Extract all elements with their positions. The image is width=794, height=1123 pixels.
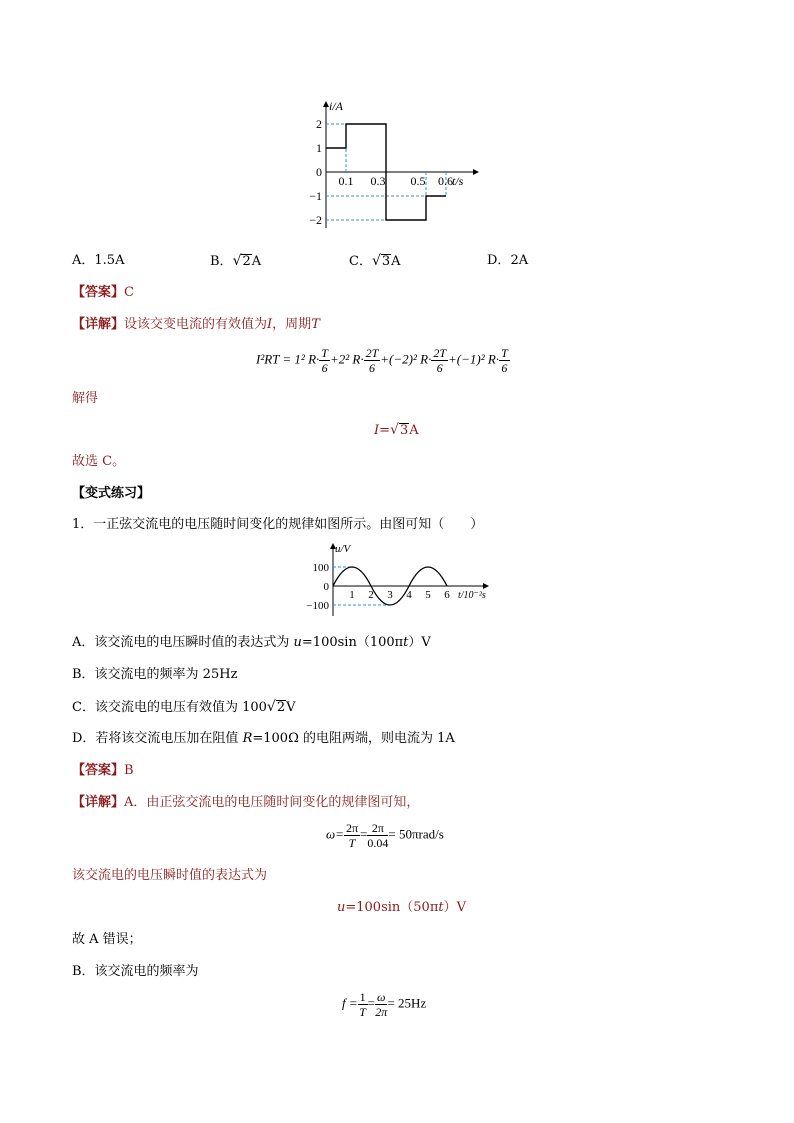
ytick: 1 bbox=[316, 141, 322, 155]
answer-tag: 【答案】 bbox=[72, 763, 125, 778]
xtick: 0.1 bbox=[338, 174, 354, 188]
option-c: C．√3A bbox=[349, 253, 401, 269]
equation-omega: ω= $\frac{2\pi}{T}$ = $\frac{2\pi}{0.04}$ = 50πrad/s bbox=[326, 821, 444, 850]
y-axis-label: u/V bbox=[335, 543, 351, 555]
voltage-waveform-graph bbox=[302, 540, 502, 618]
answer-tag: 【答案】 bbox=[72, 285, 125, 300]
xtick: 0.6 bbox=[438, 174, 453, 188]
answer-value: B bbox=[124, 763, 134, 778]
xtick: 2 bbox=[368, 589, 374, 601]
result-line: I=√3A bbox=[374, 422, 419, 438]
wrong-a-line: 故 A 错误； bbox=[72, 932, 142, 947]
ytick: 100 bbox=[312, 562, 329, 574]
variant-option-c: C．该交流电的电压有效值为 100√2V bbox=[72, 699, 296, 715]
ytick: −1 bbox=[309, 189, 322, 203]
variant-detail-line: 【详解】A．由正弦交流电的电压随时间变化的规律图可知， bbox=[72, 795, 420, 810]
answer-value: C bbox=[124, 285, 134, 300]
x-axis-label: t/s bbox=[452, 174, 464, 188]
equation-frequency: f = $\frac{1}{T}$ = $\frac{\omega}{2\pi}$ = 25Hz bbox=[342, 990, 427, 1019]
xtick: 0.3 bbox=[370, 174, 386, 188]
variant-answer-line bbox=[72, 762, 134, 780]
xtick: 6 bbox=[444, 589, 450, 601]
variant-heading: 【变式练习】 bbox=[72, 486, 151, 501]
solve-label: 解得 bbox=[72, 391, 99, 406]
ytick: 2 bbox=[316, 117, 322, 131]
variant-option-b: B．该交流电的频率为 25Hz bbox=[72, 667, 238, 682]
variant-option-a: A．该交流电的电压瞬时值的表达式为 u=100sin（100πt）V bbox=[72, 635, 431, 650]
ytick: −100 bbox=[306, 600, 329, 612]
xtick: 4 bbox=[406, 589, 412, 601]
xtick: 0.5 bbox=[410, 174, 426, 188]
equation-rms: I²RT = 1² R· $\frac{T}{6}$ +2² R· $\frac{2T}{6}$ +(−2)² R· $\frac{2T}{6}$ +(−1)² R· $\frac{T}{6}$ bbox=[256, 346, 508, 375]
option-b: B．√2A bbox=[210, 253, 262, 269]
y-axis-label: i/A bbox=[329, 99, 343, 113]
variant-option-d: D．若将该交流电压加在阻值 R=100Ω 的电阻两端，则电流为 1A bbox=[72, 731, 455, 746]
option-d: D．2A bbox=[487, 253, 529, 268]
ytick: 0 bbox=[323, 581, 329, 593]
expression-intro: 该交流电的电压瞬时值的表达式为 bbox=[72, 868, 268, 883]
xtick: 3 bbox=[387, 589, 393, 601]
option-a: A．1.5A bbox=[72, 253, 125, 268]
ytick: 0 bbox=[316, 165, 322, 179]
xtick: 5 bbox=[425, 589, 431, 601]
expression-line: u=100sin（50πt）V bbox=[337, 900, 466, 915]
choose-line: 故选 C。 bbox=[72, 454, 126, 469]
variant-question: 1．一正弦交流电的电压随时间变化的规律如图所示。由图可知（ ） bbox=[72, 517, 484, 532]
detail-b-line: B．该交流电的频率为 bbox=[72, 964, 199, 979]
detail-tag: 【详解】 bbox=[72, 795, 125, 810]
answer-line bbox=[72, 284, 134, 302]
xtick: 1 bbox=[349, 589, 355, 601]
detail-line: 【详解】设该交变电流的有效值为I，周期T bbox=[72, 317, 320, 332]
x-axis-label: t/10⁻²s bbox=[458, 590, 486, 601]
detail-tag: 【详解】 bbox=[72, 317, 125, 332]
current-waveform-graph bbox=[300, 98, 500, 233]
ytick: −2 bbox=[309, 213, 322, 227]
